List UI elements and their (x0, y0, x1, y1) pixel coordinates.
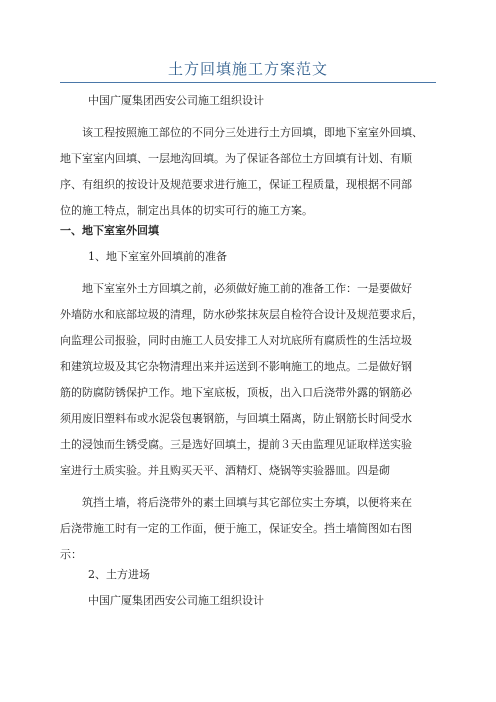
intro-line: 位的施工特点，制定出具体的切实可行的施工方案。 (60, 204, 313, 217)
body-line: 筋的防腐防锈保护工作。地下室底板，顶板，出入口后浇带外露的钢筋必 (60, 386, 412, 399)
section-heading: 一、地下室室外回填 (60, 224, 159, 237)
subsection-heading: 1、地下室室外回填前的准备 (88, 250, 227, 263)
body-line: 筑挡土墙，将后浇带外的素土回填与其它部位实土夯填，以便将来在 (82, 496, 412, 509)
document-title: 土方回填施工方案范文 (167, 60, 328, 78)
body-paragraph (60, 276, 450, 484)
body-line: 示： (60, 548, 82, 561)
intro-line: 序、有组织的按设计及规范要求进行施工，保证工程质量，现根据不同部 (60, 178, 412, 191)
body-line: 须用废旧塑料布或水泥袋包裹钢筋，与回填土隔离，防止钢筋长时间受水 (60, 412, 412, 425)
body-line: 后浇带施工时有一定的工作面，便于施工，保证安全。挡土墙简图如右图 (60, 522, 412, 535)
title-divider (60, 82, 436, 83)
body-paragraph-continued (60, 490, 450, 568)
intro-paragraph (60, 120, 450, 224)
body-line: 外墙防水和底部垃圾的清理，防水砂浆抹灰层自检符合设计及规范要求后， (60, 308, 423, 321)
body-line: 室进行土质实验。并且购买天平、酒精灯、烧锅等实验器皿。四是砌 (60, 464, 390, 477)
organization-line: 中国广厦集团西安公司施工组织设计 (88, 594, 264, 607)
subsection-heading: 2、土方进场 (88, 568, 150, 581)
intro-line: 该工程按照施工部位的不同分三处进行土方回填，即地下室室外回填、 (82, 126, 423, 139)
body-line: 地下室室外土方回填之前，必须做好施工前的准备工作：一是要做好 (82, 282, 412, 295)
body-line: 土的浸蚀而生锈受腐。三是选好回填土，提前３天由监理见证取样送实验 (60, 438, 412, 451)
organization-line: 中国广厦集团西安公司施工组织设计 (88, 94, 264, 107)
intro-line: 地下室室内回填、一层地沟回填。为了保证各部位土方回填有计划、有顺 (60, 152, 412, 165)
body-line: 和建筑垃圾及其它杂物清理出来并运送到不影响施工的地点。二是做好钢 (60, 360, 412, 373)
body-line: 向监理公司报验，同时由施工人员安排工人对坑底所有腐质性的生活垃圾 (60, 334, 412, 347)
